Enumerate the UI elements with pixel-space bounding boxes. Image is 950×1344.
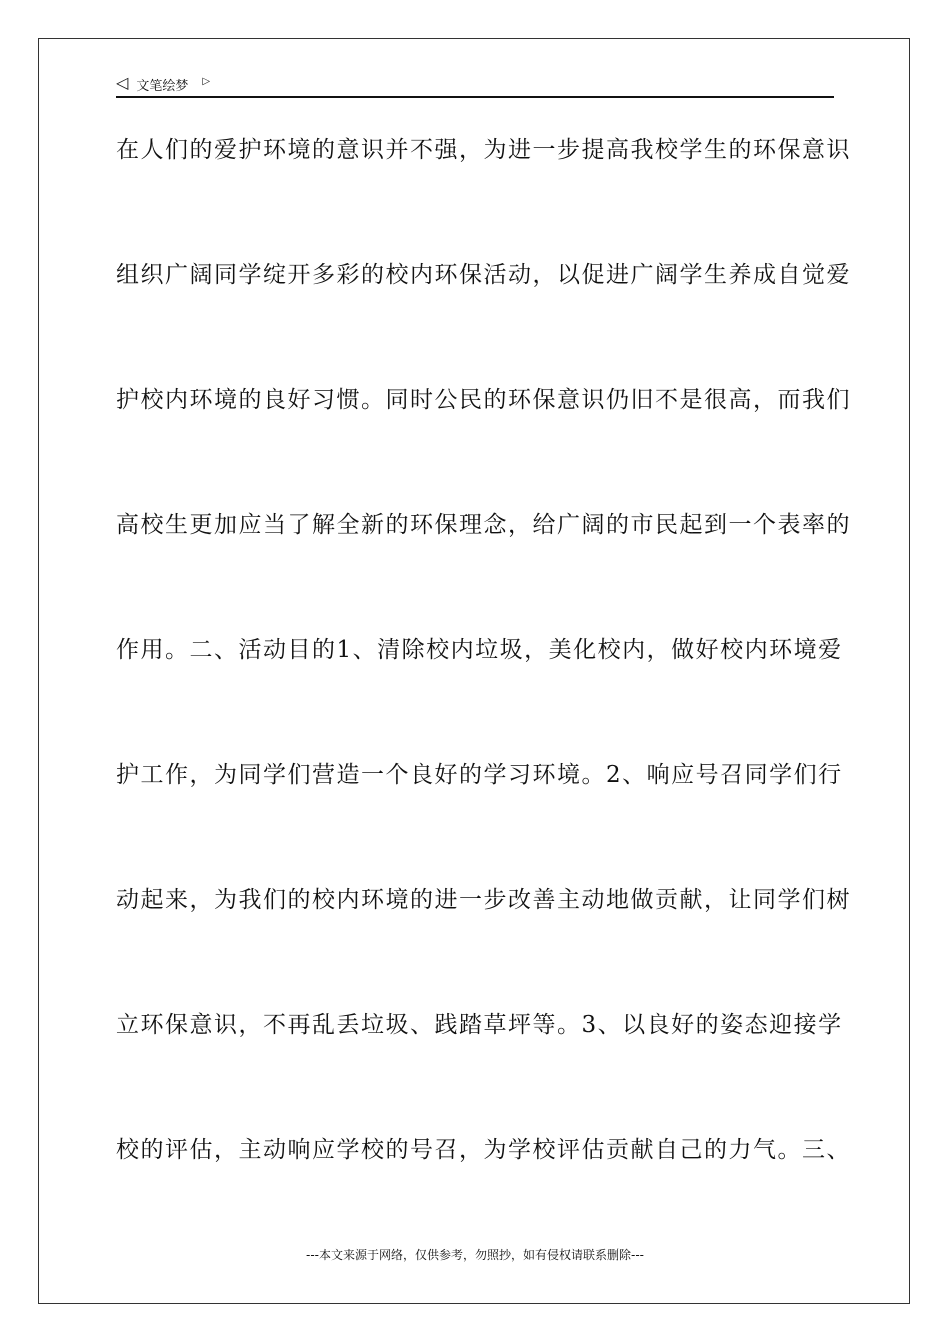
footer-disclaimer: ---本文来源于网络，仅供参考，勿照抄，如有侵权请联系删除--- bbox=[306, 1248, 644, 1262]
body-line: 立环保意识，不再乱丢垃圾、践踏草坪等。3、以良好的姿态迎接学 bbox=[116, 1012, 843, 1038]
body-line: 作用。二、活动目的1、清除校内垃圾，美化校内，做好校内环境爱 bbox=[116, 637, 843, 663]
right-triangle-icon: ▷ bbox=[202, 76, 211, 87]
body-line: 护校内环境的良好习惯。同时公民的环保意识仍旧不是很高，而我们 bbox=[116, 387, 851, 413]
body-line: 高校生更加应当了解全新的环保理念，给广阔的市民起到一个表率的 bbox=[116, 512, 851, 538]
body-text bbox=[116, 130, 851, 1255]
page-header bbox=[116, 72, 834, 98]
body-line: 在人们的爱护环境的意识并不强，为进一步提高我校学生的环保意识 bbox=[116, 137, 851, 163]
body-line: 护工作，为同学们营造一个良好的学习环境。2、响应号召同学们行 bbox=[116, 762, 843, 788]
body-line: 校的评估，主动响应学校的号召，为学校评估贡献自己的力气。三、 bbox=[116, 1137, 851, 1163]
body-line: 动起来，为我们的校内环境的进一步改善主动地做贡献，让同学们树 bbox=[116, 887, 851, 913]
left-triangle-icon: ◁ bbox=[116, 73, 129, 92]
header-title: 文笔绘梦 bbox=[136, 78, 189, 94]
body-line: 组织广阔同学绽开多彩的校内环保活动，以促进广阔学生养成自觉爱 bbox=[116, 262, 851, 288]
